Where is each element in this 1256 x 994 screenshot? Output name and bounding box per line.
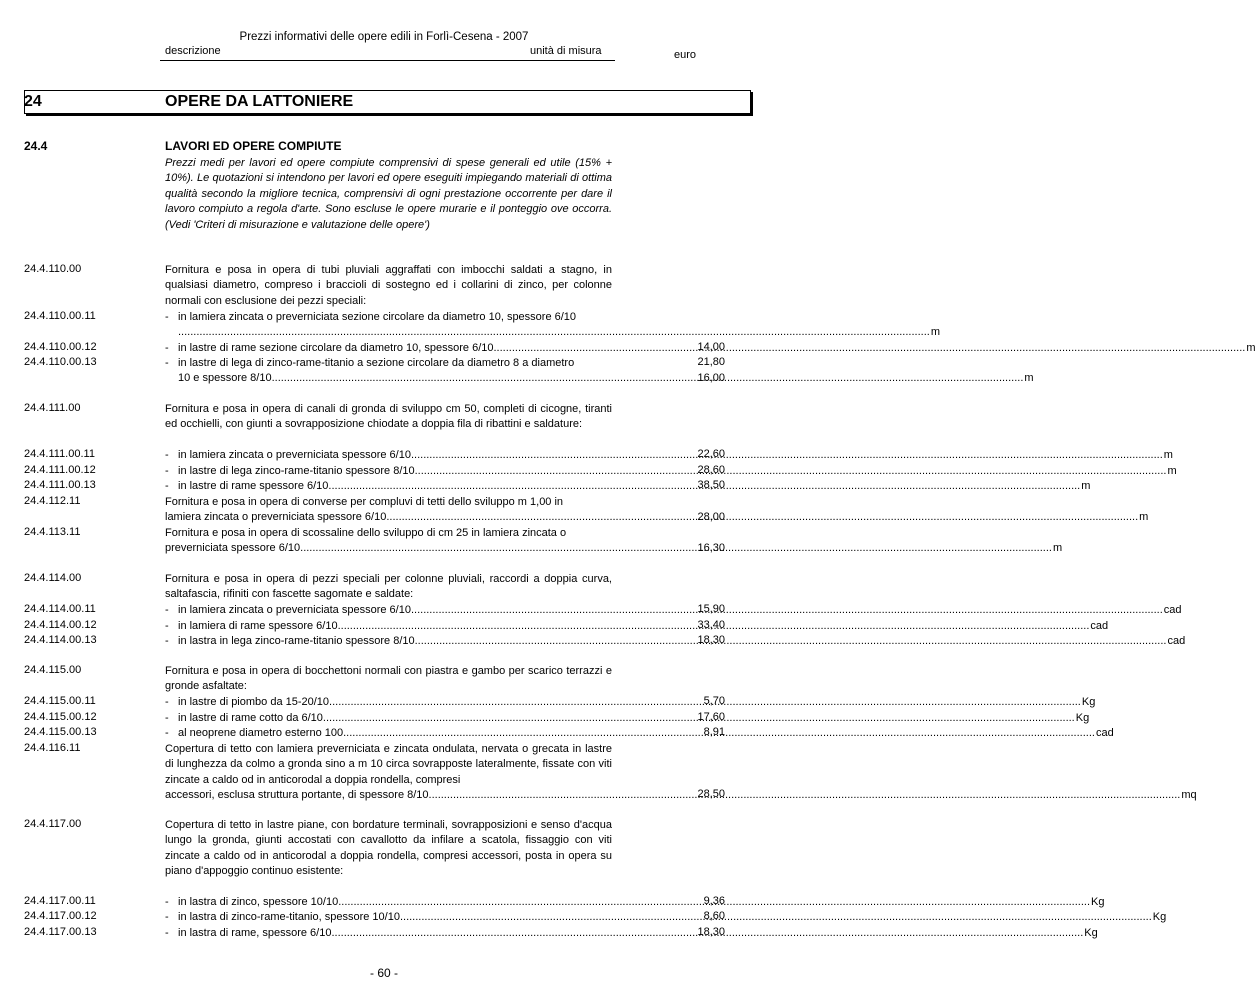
item-text: in lamiera di rame spessore 6/10	[178, 620, 338, 632]
section-frame	[24, 90, 751, 114]
item-unit: m	[1081, 480, 1091, 492]
item-dash: -	[165, 727, 169, 739]
item-unit: Kg	[1084, 927, 1098, 939]
item-code: 24.4.115.00.13	[24, 726, 97, 738]
item-price: 21,80	[697, 356, 725, 368]
item-unit: m	[1139, 511, 1149, 524]
item-code: 24.4.110.00.12	[24, 341, 97, 353]
item-text: in lamiera zincata o preverniciata spessore 6/10	[178, 449, 411, 461]
column-header-unit: unità di misura	[530, 45, 602, 57]
item-unit: Kg	[1152, 911, 1167, 923]
item-unit: cad	[1167, 635, 1186, 647]
list-item	[165, 310, 940, 341]
item-text: Fornitura e posa in opera di scossaline dello sviluppo di cm 25 in lamiera zincata o	[165, 527, 567, 539]
item-unit: m	[930, 326, 940, 339]
item-code: 24.4.115.00	[24, 664, 82, 676]
item-price: 18,30	[697, 634, 725, 646]
item-description: Fornitura e posa in opera di pezzi speciali per colonne pluviali, raccordi a doppia curva, saltafascia, rifiniti con fascette sagomate e saldate:	[165, 573, 612, 601]
section-title: OPERE DA LATTONIERE	[165, 93, 354, 110]
item-text: Copertura di tetto con lamiera preverniciata e zincata ondulata, nervata o grecata in lastre di lunghezza da colmo a gronda sino a m 10 circa sovrapposte lateralmente, fissate con viti zincate a caldo od in anticorodal a doppia rondella, compresi	[165, 743, 612, 786]
item-price: 38,50	[697, 479, 725, 491]
item-code: 24.4.117.00	[24, 818, 82, 830]
item-unit: cad	[1095, 727, 1114, 739]
page-number: - 60 -	[369, 966, 398, 980]
item-description: Fornitura e posa in opera di canali di gronda di sviluppo cm 50, completi di cicogne, tiranti ed occhielli, con giunti a sovrapposizione chiodate a doppia fila di ribattini e saldature:	[165, 403, 612, 431]
document-title: Prezzi informativi delle opere edili in Forlì-Cesena - 2007	[239, 31, 529, 43]
item-code: 24.4.111.00.12	[24, 464, 96, 476]
item-price: 28,00	[697, 511, 725, 523]
item-code: 24.4.115.00.11	[24, 695, 96, 707]
item-unit: mq	[1181, 789, 1197, 802]
item-text: in lastra in lega zinco-rame-titanio spessore 8/10	[178, 635, 415, 647]
item-price: 8,91	[703, 726, 725, 738]
item-price: 18,30	[697, 926, 725, 938]
subsection-intro: Prezzi medi per lavori ed opere compiute comprensivi di spese generali ed utile (15% + 10%). Le quotazioni si intendono per lavori ed opere eseguiti impiegando materiali di ottima qualità secondo la migliore tecnica, comprensivi di ogni prestazione occorrente per dare il lavoro compiuto a regola d'arte. Sono escluse le opere murarie e il ponteggio ove occorra. (Vedi 'Criteri di misurazione e valutazione delle opere')	[165, 157, 612, 231]
item-price: 16,30	[697, 542, 725, 554]
item-text: in lastra di zinco, spessore 10/10	[178, 896, 339, 908]
item-code: 24.4.114.00.13	[24, 634, 97, 646]
item-code: 24.4.115.00.12	[24, 711, 97, 723]
item-dash: -	[165, 449, 169, 461]
item-description: Fornitura e posa in opera di tubi pluviali aggraffati con imbocchi saldati a stagno, in qualsiasi diametro, compreso i braccioli di sostegno ed i collarini di zinco, per colonne normali con esclusione dei pezzi speciali:	[165, 264, 612, 307]
item-code: 24.4.116.11	[24, 742, 81, 754]
item-price: 22,60	[697, 448, 725, 460]
item-text: in lastra di rame, spessore 6/10	[178, 927, 332, 939]
item-price: 8,60	[703, 910, 725, 922]
item-price: 15,90	[697, 603, 725, 615]
item-text: 10 e spessore 8/10	[178, 372, 272, 385]
item-text: in lastre di piombo da 15-20/10	[178, 696, 330, 708]
item-text: accessori, esclusa struttura portante, di spessore 8/10	[165, 789, 429, 802]
item-dash: -	[165, 927, 169, 939]
column-header-euro: euro	[674, 49, 697, 61]
item-text: al neoprene diametro esterno 100	[178, 727, 344, 739]
item-price: 28,50	[697, 788, 725, 800]
item-code: 24.4.114.00.11	[24, 603, 96, 615]
item-unit: m	[1246, 342, 1256, 354]
item-code: 24.4.114.00	[24, 572, 82, 584]
item-code: 24.4.110.00.11	[24, 310, 96, 322]
item-code: 24.4.110.00.13	[24, 356, 97, 368]
header-rule	[160, 60, 615, 61]
item-dash: -	[165, 311, 169, 323]
item-text: in lastre di rame sezione circolare da diametro 10, spessore 6/10	[178, 342, 494, 354]
item-price: 14,00	[697, 341, 725, 353]
item-unit: Kg	[1075, 712, 1090, 724]
item-dash: -	[165, 357, 169, 369]
item-price: 17,60	[697, 711, 725, 723]
item-text: in lamiera zincata o preverniciata spessore 6/10	[178, 604, 411, 616]
item-dash: -	[165, 620, 169, 632]
item-text: in lastre di rame spessore 6/10	[178, 480, 329, 492]
item-price: 5,70	[703, 695, 725, 707]
item-price: 28,60	[697, 464, 725, 476]
item-text: in lastre di lega zinco-rame-titanio spessore 8/10	[178, 465, 415, 477]
item-dash: -	[165, 604, 169, 616]
item-unit: m	[1167, 465, 1177, 477]
item-text: lamiera zincata o preverniciata spessore 6/10	[165, 511, 387, 524]
item-text: Fornitura e posa in opera di converse per compluvi di tetti dello sviluppo m 1,00 in	[165, 496, 564, 508]
item-unit: m	[1024, 372, 1034, 385]
item-text: preverniciata spessore 6/10	[165, 542, 301, 555]
item-dash: -	[165, 342, 169, 354]
item-dash: -	[165, 712, 169, 724]
item-description: Copertura di tetto in lastre piane, con bordature terminali, sovrapposizioni e senso d'acqua lungo la gronda, giunti accostati con cavallotto da infilare a scatola, fissaggio con viti zincate a caldo od in anticorodal a doppia rondella, compresi accessori, posta in opera su piano d'appoggio continuo esistente:	[165, 819, 612, 878]
item-code: 24.4.111.00.11	[24, 448, 95, 460]
item-unit: Kg	[1081, 696, 1096, 708]
subsection-number: 24.4	[24, 139, 48, 153]
item-unit: cad	[1163, 604, 1182, 616]
item-code: 24.4.113.11	[24, 526, 81, 538]
item-dash: -	[165, 480, 169, 492]
section-number: 24	[24, 93, 42, 110]
item-text: in lastre di rame cotto da 6/10	[178, 712, 323, 724]
item-dash: -	[165, 465, 169, 477]
item-text: in lastra di zinco-rame-titanio, spessore 10/10	[178, 911, 400, 923]
item-code: 24.4.112.11	[24, 495, 81, 507]
item-unit: Kg	[1091, 896, 1105, 908]
item-dash: -	[165, 635, 169, 647]
item-unit: m	[1052, 542, 1063, 555]
item-text: in lamiera zincata o preverniciata sezione circolare da diametro 10, spessore 6/10	[178, 311, 577, 323]
item-dash: -	[165, 896, 169, 908]
item-price: 9,36	[703, 895, 725, 907]
column-header-description: descrizione	[165, 45, 221, 57]
item-code: 24.4.111.00.13	[24, 479, 96, 491]
item-code: 24.4.117.00.12	[24, 910, 97, 922]
item-description: Fornitura e posa in opera di bocchettoni normali con piastra e gambo per scarico terrazzi e gronde asfaltate:	[165, 665, 612, 693]
item-code: 24.4.111.00	[24, 402, 81, 414]
item-code: 24.4.110.00	[24, 263, 82, 275]
item-code: 24.4.117.00.13	[24, 926, 97, 938]
item-code: 24.4.114.00.12	[24, 619, 97, 631]
item-unit: cad	[1090, 620, 1109, 632]
item-dash: -	[165, 911, 169, 923]
item-unit: m	[1163, 449, 1173, 461]
item-dash: -	[165, 696, 169, 708]
item-code: 24.4.117.00.11	[24, 895, 96, 907]
item-text: in lastre di lega di zinco-rame-titanio a sezione circolare da diametro 8 a diametro	[178, 357, 575, 369]
item-price: 33,40	[697, 619, 725, 631]
subsection-title: LAVORI ED OPERE COMPIUTE	[165, 139, 342, 153]
item-price: 16,00	[697, 372, 725, 384]
